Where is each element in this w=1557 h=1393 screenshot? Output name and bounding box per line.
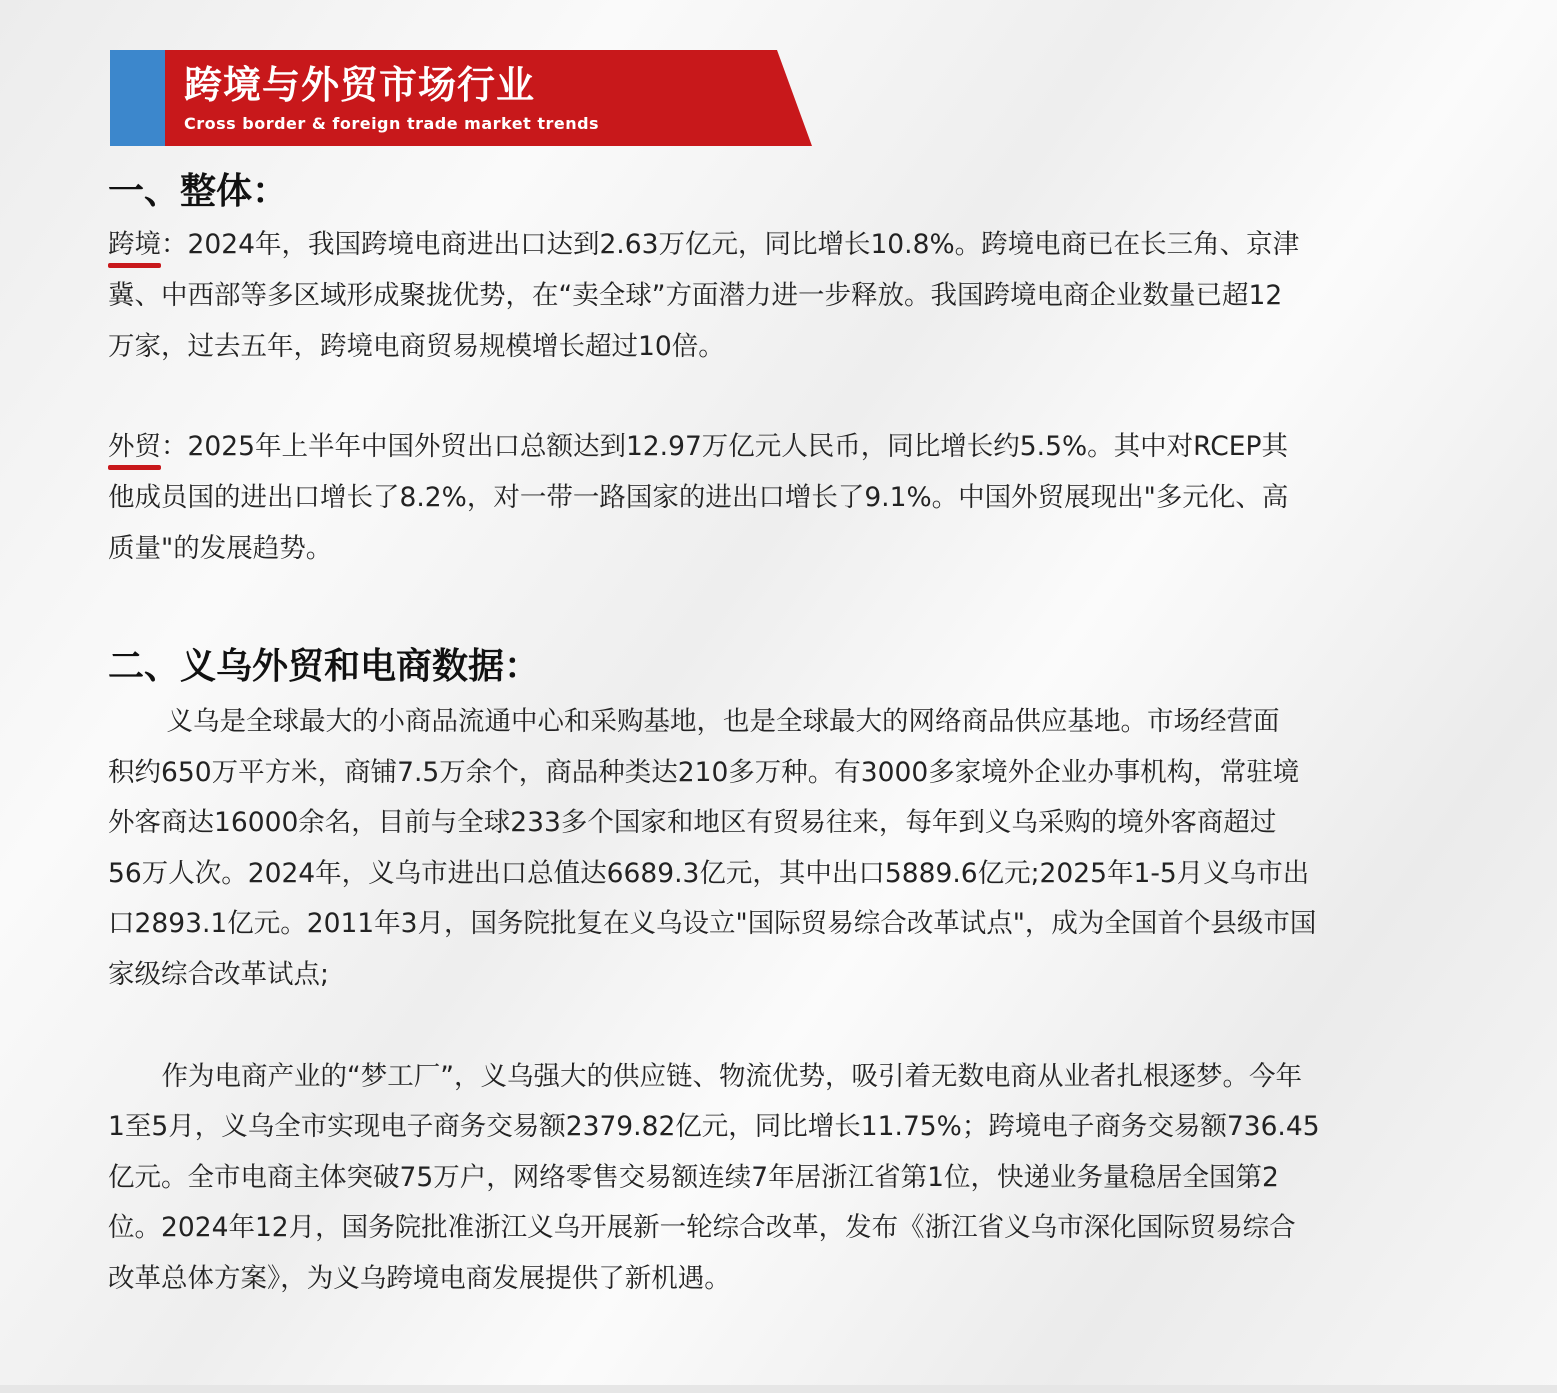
banner-blue-block (110, 50, 165, 146)
bottom-edge (0, 1385, 1557, 1393)
banner-title: 跨境与外贸市场行业 (184, 63, 536, 107)
section1-heading: 一、整体： (108, 171, 289, 212)
paragraph-line (108, 430, 1288, 464)
section2-heading: 二、义乌外贸和电商数据： (108, 646, 541, 687)
paragraph-line: 义乌是全球最大的小商品流通中心和采购基地，也是全球最大的网络商品供应基地。市场经营面 (140, 706, 1280, 737)
paragraph-line: 积约650万平方米，商铺7.5万余个，商品种类达210多万种。有3000多家境外企业办事机构，常驻境 (108, 757, 1300, 788)
foreign-trade-label: 外贸 (108, 431, 161, 462)
line-text: ：2025年上半年中国外贸出口总额达到12.97万亿元人民币，同比增长约5.5%。其中对RCEP其 (161, 431, 1288, 462)
paragraph-line: 外客商达16000余名，目前与全球233多个国家和地区有贸易往来，每年到义乌采购的境外客商超过 (108, 807, 1277, 838)
paragraph-line: 亿元。全市电商主体突破75万户，网络零售交易额连续7年居浙江省第1位，快递业务量稳居全国第2 (108, 1162, 1279, 1193)
crossborder-label: 跨境 (108, 229, 161, 260)
paragraph-line: 质量"的发展趋势。 (108, 533, 333, 564)
paragraph-line: 改革总体方案》，为义乌跨境电商发展提供了新机遇。 (108, 1263, 731, 1294)
paragraph-line (108, 228, 1299, 262)
line-text: ：2024年，我国跨境电商进出口达到2.63万亿元，同比增长10.8%。跨境电商已在长三角、京津 (161, 229, 1300, 260)
paragraph-line: 他成员国的进出口增长了8.2%，对一带一路国家的进出口增长了9.1%。中国外贸展现出"多元化、高 (108, 482, 1289, 513)
paragraph-line: 万家，过去五年，跨境电商贸易规模增长超过10倍。 (108, 331, 725, 362)
title-banner (110, 50, 812, 146)
paragraph-line: 位。2024年12月，国务院批准浙江义乌开展新一轮综合改革，发布《浙江省义乌市深化国际贸易综合 (108, 1212, 1296, 1243)
paragraph-line: 口2893.1亿元。2011年3月，国务院批复在义乌设立"国际贸易综合改革试点"，成为全国首个县级市国 (108, 908, 1317, 939)
paragraph-line: 1至5月，义乌全市实现电子商务交易额2379.82亿元，同比增长11.75%；跨境电子商务交易额736.45 (108, 1111, 1320, 1142)
paragraph-line: 作为电商产业的“梦工厂”，义乌强大的供应链、物流优势，吸引着无数电商从业者扎根逐梦。今年 (135, 1061, 1302, 1092)
paragraph-line: 56万人次。2024年，义乌市进出口总值达6689.3亿元，其中出口5889.6亿元;2025年1-5月义乌市出 (108, 858, 1310, 889)
banner-subtitle: Cross border & foreign trade market trends (184, 114, 600, 133)
paragraph-line: 家级综合改革试点; (108, 959, 329, 990)
paragraph-line: 冀、中西部等多区域形成聚拢优势，在“卖全球”方面潜力进一步释放。我国跨境电商企业数量已超12 (108, 280, 1283, 311)
